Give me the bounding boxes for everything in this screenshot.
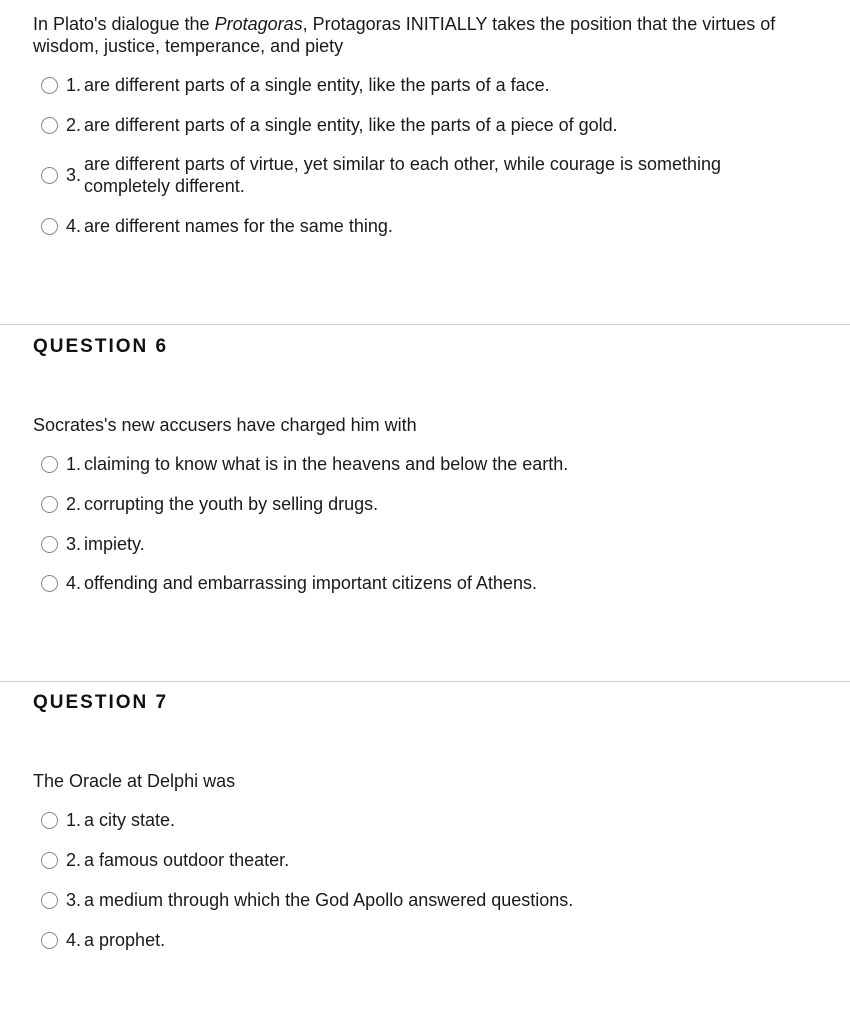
radio-button[interactable] xyxy=(41,575,58,592)
question-7-option-1[interactable] xyxy=(41,809,175,831)
question-divider xyxy=(0,324,850,325)
question-5-text-start: In Plato's dialogue the xyxy=(33,14,215,34)
radio-button[interactable] xyxy=(41,167,58,184)
radio-button[interactable] xyxy=(41,117,58,134)
radio-button[interactable] xyxy=(41,892,58,909)
question-5-text-end: , Protagoras INITIALLY takes the position that the virtues of wisdom, justice, temperance, and piety xyxy=(33,14,776,56)
question-7-option-2[interactable] xyxy=(41,849,289,871)
option-label: are different names for the same thing. xyxy=(84,216,393,236)
question-5-option-2[interactable] xyxy=(41,114,618,136)
option-number: 4. xyxy=(66,573,82,593)
option-label: a prophet. xyxy=(84,930,166,950)
option-label: are different parts of virtue, yet similar to each other, while courage is something completely different. xyxy=(84,154,722,196)
option-number: 1. xyxy=(66,810,82,830)
question-5-text-italic: Protagoras xyxy=(214,14,303,34)
option-label: claiming to know what is in the heavens and below the earth. xyxy=(84,454,569,474)
question-5-text xyxy=(33,13,833,57)
option-number: 3. xyxy=(66,165,82,185)
question-7-option-4[interactable] xyxy=(41,929,165,951)
question-divider xyxy=(0,681,850,682)
question-6-option-3[interactable] xyxy=(41,533,145,555)
question-7-text: The Oracle at Delphi was xyxy=(33,771,236,791)
option-number: 3. xyxy=(66,534,82,554)
option-label: a famous outdoor theater. xyxy=(84,850,290,870)
option-number: 4. xyxy=(66,216,82,236)
radio-button[interactable] xyxy=(41,852,58,869)
option-number: 4. xyxy=(66,930,82,950)
option-number: 2. xyxy=(66,850,82,870)
question-5-option-1[interactable] xyxy=(41,74,550,96)
option-label: are different parts of a single entity, like the parts of a face. xyxy=(84,75,550,95)
question-5-option-4[interactable] xyxy=(41,215,393,237)
question-6-option-1[interactable] xyxy=(41,453,568,475)
option-number: 2. xyxy=(66,115,82,135)
option-number: 1. xyxy=(66,75,82,95)
question-7-heading: QUESTION 7 xyxy=(33,692,169,713)
option-label: corrupting the youth by selling drugs. xyxy=(84,494,379,514)
question-6-option-2[interactable] xyxy=(41,493,378,515)
radio-button[interactable] xyxy=(41,812,58,829)
option-number: 1. xyxy=(66,454,82,474)
option-label: are different parts of a single entity, like the parts of a piece of gold. xyxy=(84,115,618,135)
option-label: impiety. xyxy=(84,534,145,554)
question-7-option-3[interactable] xyxy=(41,889,573,911)
radio-button[interactable] xyxy=(41,536,58,553)
radio-button[interactable] xyxy=(41,77,58,94)
option-number: 3. xyxy=(66,890,82,910)
question-5-option-3[interactable] xyxy=(41,153,784,197)
question-6-text: Socrates's new accusers have charged him with xyxy=(33,415,417,435)
option-number: 2. xyxy=(66,494,82,514)
option-label: a medium through which the God Apollo answered questions. xyxy=(84,890,574,910)
radio-button[interactable] xyxy=(41,456,58,473)
radio-button[interactable] xyxy=(41,932,58,949)
option-label: a city state. xyxy=(84,810,176,830)
question-6-option-4[interactable] xyxy=(41,572,537,594)
question-6-heading: QUESTION 6 xyxy=(33,336,169,357)
option-label: offending and embarrassing important citizens of Athens. xyxy=(84,573,537,593)
radio-button[interactable] xyxy=(41,218,58,235)
radio-button[interactable] xyxy=(41,496,58,513)
